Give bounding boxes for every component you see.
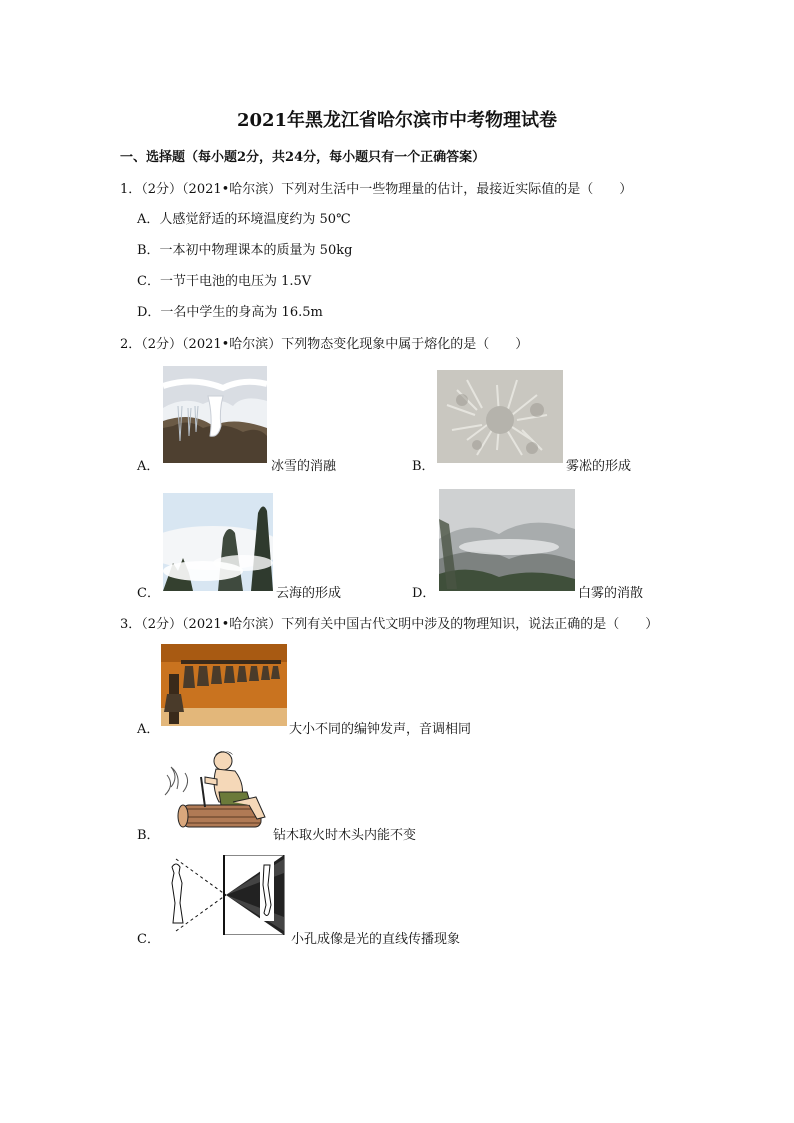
- question-3-option-a-caption: 大小不同的编钟发声，音调相同: [289, 722, 472, 737]
- question-2-option-a-letter: A．: [137, 459, 160, 474]
- question-3-option-b-letter: B．: [137, 828, 160, 843]
- question-2-option-d-caption: 白雾的消散: [578, 586, 644, 601]
- question-1-stem: 1．（2分）（2021•哈尔滨）下列对生活中一些物理量的估计，最接近实际值的是（ ）: [120, 182, 633, 197]
- chime-bells-image: [161, 644, 287, 726]
- question-1-option-b: B．一本初中物理课本的质量为 50kg: [137, 243, 353, 258]
- section-heading: 一、选择题（每小题2分，共24分，每小题只有一个正确答案）: [120, 150, 486, 165]
- white-mist-image: [439, 489, 575, 591]
- question-1-option-c: C．一节干电池的电压为 1.5V: [137, 274, 312, 289]
- question-2-option-d-letter: D．: [412, 586, 436, 601]
- rime-frost-image: [437, 370, 563, 463]
- question-3-option-b-caption: 钻木取火时木头内能不变: [273, 828, 417, 843]
- drilling-wood-fire-image: [161, 747, 271, 835]
- document-title: 2021年黑龙江省哈尔滨市中考物理试卷: [236, 110, 558, 131]
- question-2-stem: 2．（2分）（2021•哈尔滨）下列物态变化现象中属于熔化的是（ ）: [120, 337, 529, 352]
- melting-ice-image: [163, 366, 267, 463]
- question-2-option-c-letter: C．: [137, 586, 160, 601]
- question-2-option-a-caption: 冰雪的消融: [271, 459, 337, 474]
- question-2-option-b-caption: 雾凇的形成: [566, 459, 632, 474]
- question-2-option-c-caption: 云海的形成: [276, 586, 342, 601]
- question-1-option-a: A．人感觉舒适的环境温度约为 50℃: [137, 212, 351, 227]
- question-3-option-a-letter: A．: [137, 722, 160, 737]
- question-3-option-c-letter: C．: [137, 932, 160, 947]
- pinhole-imaging-image: [160, 855, 288, 935]
- question-3-stem: 3．（2分）（2021•哈尔滨）下列有关中国古代文明中涉及的物理知识，说法正确的是（ ）: [120, 617, 659, 632]
- question-1-option-d: D．一名中学生的身高为 16.5m: [137, 305, 323, 320]
- sea-of-clouds-image: [163, 493, 273, 591]
- question-3-option-c-caption: 小孔成像是光的直线传播现象: [291, 932, 461, 947]
- question-2-option-b-letter: B．: [412, 459, 435, 474]
